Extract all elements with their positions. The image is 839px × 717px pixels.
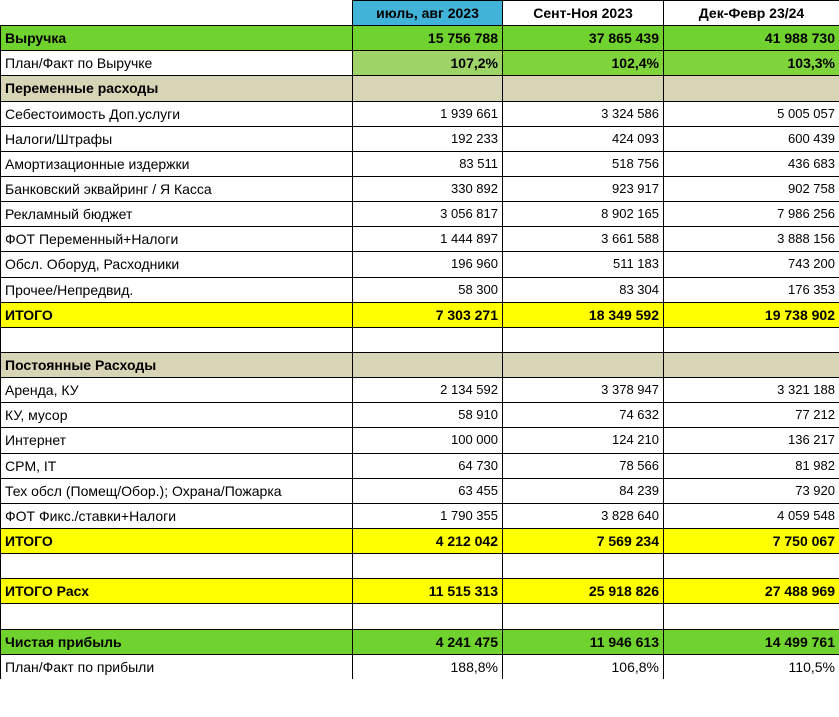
row-label: Чистая прибыль <box>1 629 353 654</box>
cell-value: 11 946 613 <box>503 629 664 654</box>
section-title: Постоянные Расходы <box>1 352 353 377</box>
column-header: июль, авг 2023 <box>353 1 503 26</box>
row-label: План/Факт по прибыли <box>1 654 353 679</box>
total-expenses-row <box>1 579 839 604</box>
cell-value: 73 920 <box>664 478 839 503</box>
cell-value: 14 499 761 <box>664 629 839 654</box>
header-row <box>1 1 839 26</box>
row-label: Себестоимость Доп.услуги <box>1 101 353 126</box>
net-profit-row <box>1 629 839 654</box>
cell-value: 424 093 <box>503 126 664 151</box>
cell-value: 78 566 <box>503 453 664 478</box>
cell-value: 518 756 <box>503 151 664 176</box>
cell-value: 3 321 188 <box>664 378 839 403</box>
cell-value: 102,4% <box>503 51 664 76</box>
row-label: CPM, IT <box>1 453 353 478</box>
cell-value: 436 683 <box>664 151 839 176</box>
row-label: КУ, мусор <box>1 403 353 428</box>
table-row <box>1 378 839 403</box>
cell-value: 4 059 548 <box>664 503 839 528</box>
section-header-variable <box>1 76 839 101</box>
cell-value: 188,8% <box>353 654 503 679</box>
table-row <box>1 176 839 201</box>
row-label: ИТОГО Расх <box>1 579 353 604</box>
cell-value: 3 324 586 <box>503 101 664 126</box>
cell-value: 1 444 897 <box>353 227 503 252</box>
cell-value: 107,2% <box>353 51 503 76</box>
column-header: Дек-Февр 23/24 <box>664 1 839 26</box>
cell-value: 83 511 <box>353 151 503 176</box>
table-row <box>1 453 839 478</box>
cell-value: 110,5% <box>664 654 839 679</box>
cell-value: 25 918 826 <box>503 579 664 604</box>
cell-value: 923 917 <box>503 176 664 201</box>
cell-value: 600 439 <box>664 126 839 151</box>
table-row <box>1 151 839 176</box>
table-row <box>1 503 839 528</box>
table-row <box>1 403 839 428</box>
row-label: ИТОГО <box>1 302 353 327</box>
variable-total-row <box>1 302 839 327</box>
cell-value: 37 865 439 <box>503 26 664 51</box>
cell-value: 27 488 969 <box>664 579 839 604</box>
cell-value: 63 455 <box>353 478 503 503</box>
row-label: Обсл. Оборуд, Расходники <box>1 252 353 277</box>
row-label: Интернет <box>1 428 353 453</box>
table-row <box>1 478 839 503</box>
cell-value: 196 960 <box>353 252 503 277</box>
table-row <box>1 277 839 302</box>
cell-value: 7 750 067 <box>664 528 839 553</box>
section-header-fixed <box>1 352 839 377</box>
row-label: ИТОГО <box>1 528 353 553</box>
cell-value: 4 212 042 <box>353 528 503 553</box>
table-row <box>1 227 839 252</box>
cell-value: 58 300 <box>353 277 503 302</box>
row-label: План/Факт по Выручке <box>1 51 353 76</box>
spacer-row <box>1 327 839 352</box>
cell-value: 330 892 <box>353 176 503 201</box>
cell-value: 100 000 <box>353 428 503 453</box>
cell-value: 3 661 588 <box>503 227 664 252</box>
table-row <box>1 202 839 227</box>
row-label: Рекламный бюджет <box>1 202 353 227</box>
cell-value: 1 939 661 <box>353 101 503 126</box>
table-row <box>1 126 839 151</box>
cell-value: 83 304 <box>503 277 664 302</box>
cell-value: 41 988 730 <box>664 26 839 51</box>
cell-value: 4 241 475 <box>353 629 503 654</box>
cell-value: 103,3% <box>664 51 839 76</box>
cell-value: 58 910 <box>353 403 503 428</box>
plan-fact-profit-row <box>1 654 839 679</box>
table-row <box>1 252 839 277</box>
row-label: Выручка <box>1 26 353 51</box>
column-header: Сент-Ноя 2023 <box>503 1 664 26</box>
cell-value: 136 217 <box>664 428 839 453</box>
row-label: ФОТ Фикс./ставки+Налоги <box>1 503 353 528</box>
row-label: ФОТ Переменный+Налоги <box>1 227 353 252</box>
cell-value: 3 888 156 <box>664 227 839 252</box>
plan-fact-revenue-row <box>1 51 839 76</box>
cell-value: 74 632 <box>503 403 664 428</box>
cell-value: 511 183 <box>503 252 664 277</box>
cell-value: 18 349 592 <box>503 302 664 327</box>
cell-value: 2 134 592 <box>353 378 503 403</box>
row-label: Прочее/Непредвид. <box>1 277 353 302</box>
row-label: Амортизационные издержки <box>1 151 353 176</box>
cell-value: 7 303 271 <box>353 302 503 327</box>
revenue-row <box>1 26 839 51</box>
cell-value: 106,8% <box>503 654 664 679</box>
spacer-row <box>1 604 839 629</box>
cell-value: 77 212 <box>664 403 839 428</box>
section-title: Переменные расходы <box>1 76 353 101</box>
cell-value: 192 233 <box>353 126 503 151</box>
header-corner <box>1 1 353 26</box>
cell-value: 11 515 313 <box>353 579 503 604</box>
cell-value: 3 056 817 <box>353 202 503 227</box>
cell-value: 124 210 <box>503 428 664 453</box>
cell-value: 8 902 165 <box>503 202 664 227</box>
cell-value: 81 982 <box>664 453 839 478</box>
cell-value: 5 005 057 <box>664 101 839 126</box>
cell-value: 3 378 947 <box>503 378 664 403</box>
cell-value: 3 828 640 <box>503 503 664 528</box>
cell-value: 743 200 <box>664 252 839 277</box>
cell-value: 64 730 <box>353 453 503 478</box>
table-row <box>1 101 839 126</box>
fixed-total-row <box>1 528 839 553</box>
cell-value: 1 790 355 <box>353 503 503 528</box>
cell-value: 902 758 <box>664 176 839 201</box>
row-label: Тех обсл (Помещ/Обор.); Охрана/Пожарка <box>1 478 353 503</box>
row-label: Банковский эквайринг / Я Касса <box>1 176 353 201</box>
cell-value: 7 986 256 <box>664 202 839 227</box>
spacer-row <box>1 554 839 579</box>
cell-value: 176 353 <box>664 277 839 302</box>
table-row <box>1 428 839 453</box>
cell-value: 84 239 <box>503 478 664 503</box>
cell-value: 15 756 788 <box>353 26 503 51</box>
row-label: Налоги/Штрафы <box>1 126 353 151</box>
cell-value: 19 738 902 <box>664 302 839 327</box>
row-label: Аренда, КУ <box>1 378 353 403</box>
cell-value: 7 569 234 <box>503 528 664 553</box>
